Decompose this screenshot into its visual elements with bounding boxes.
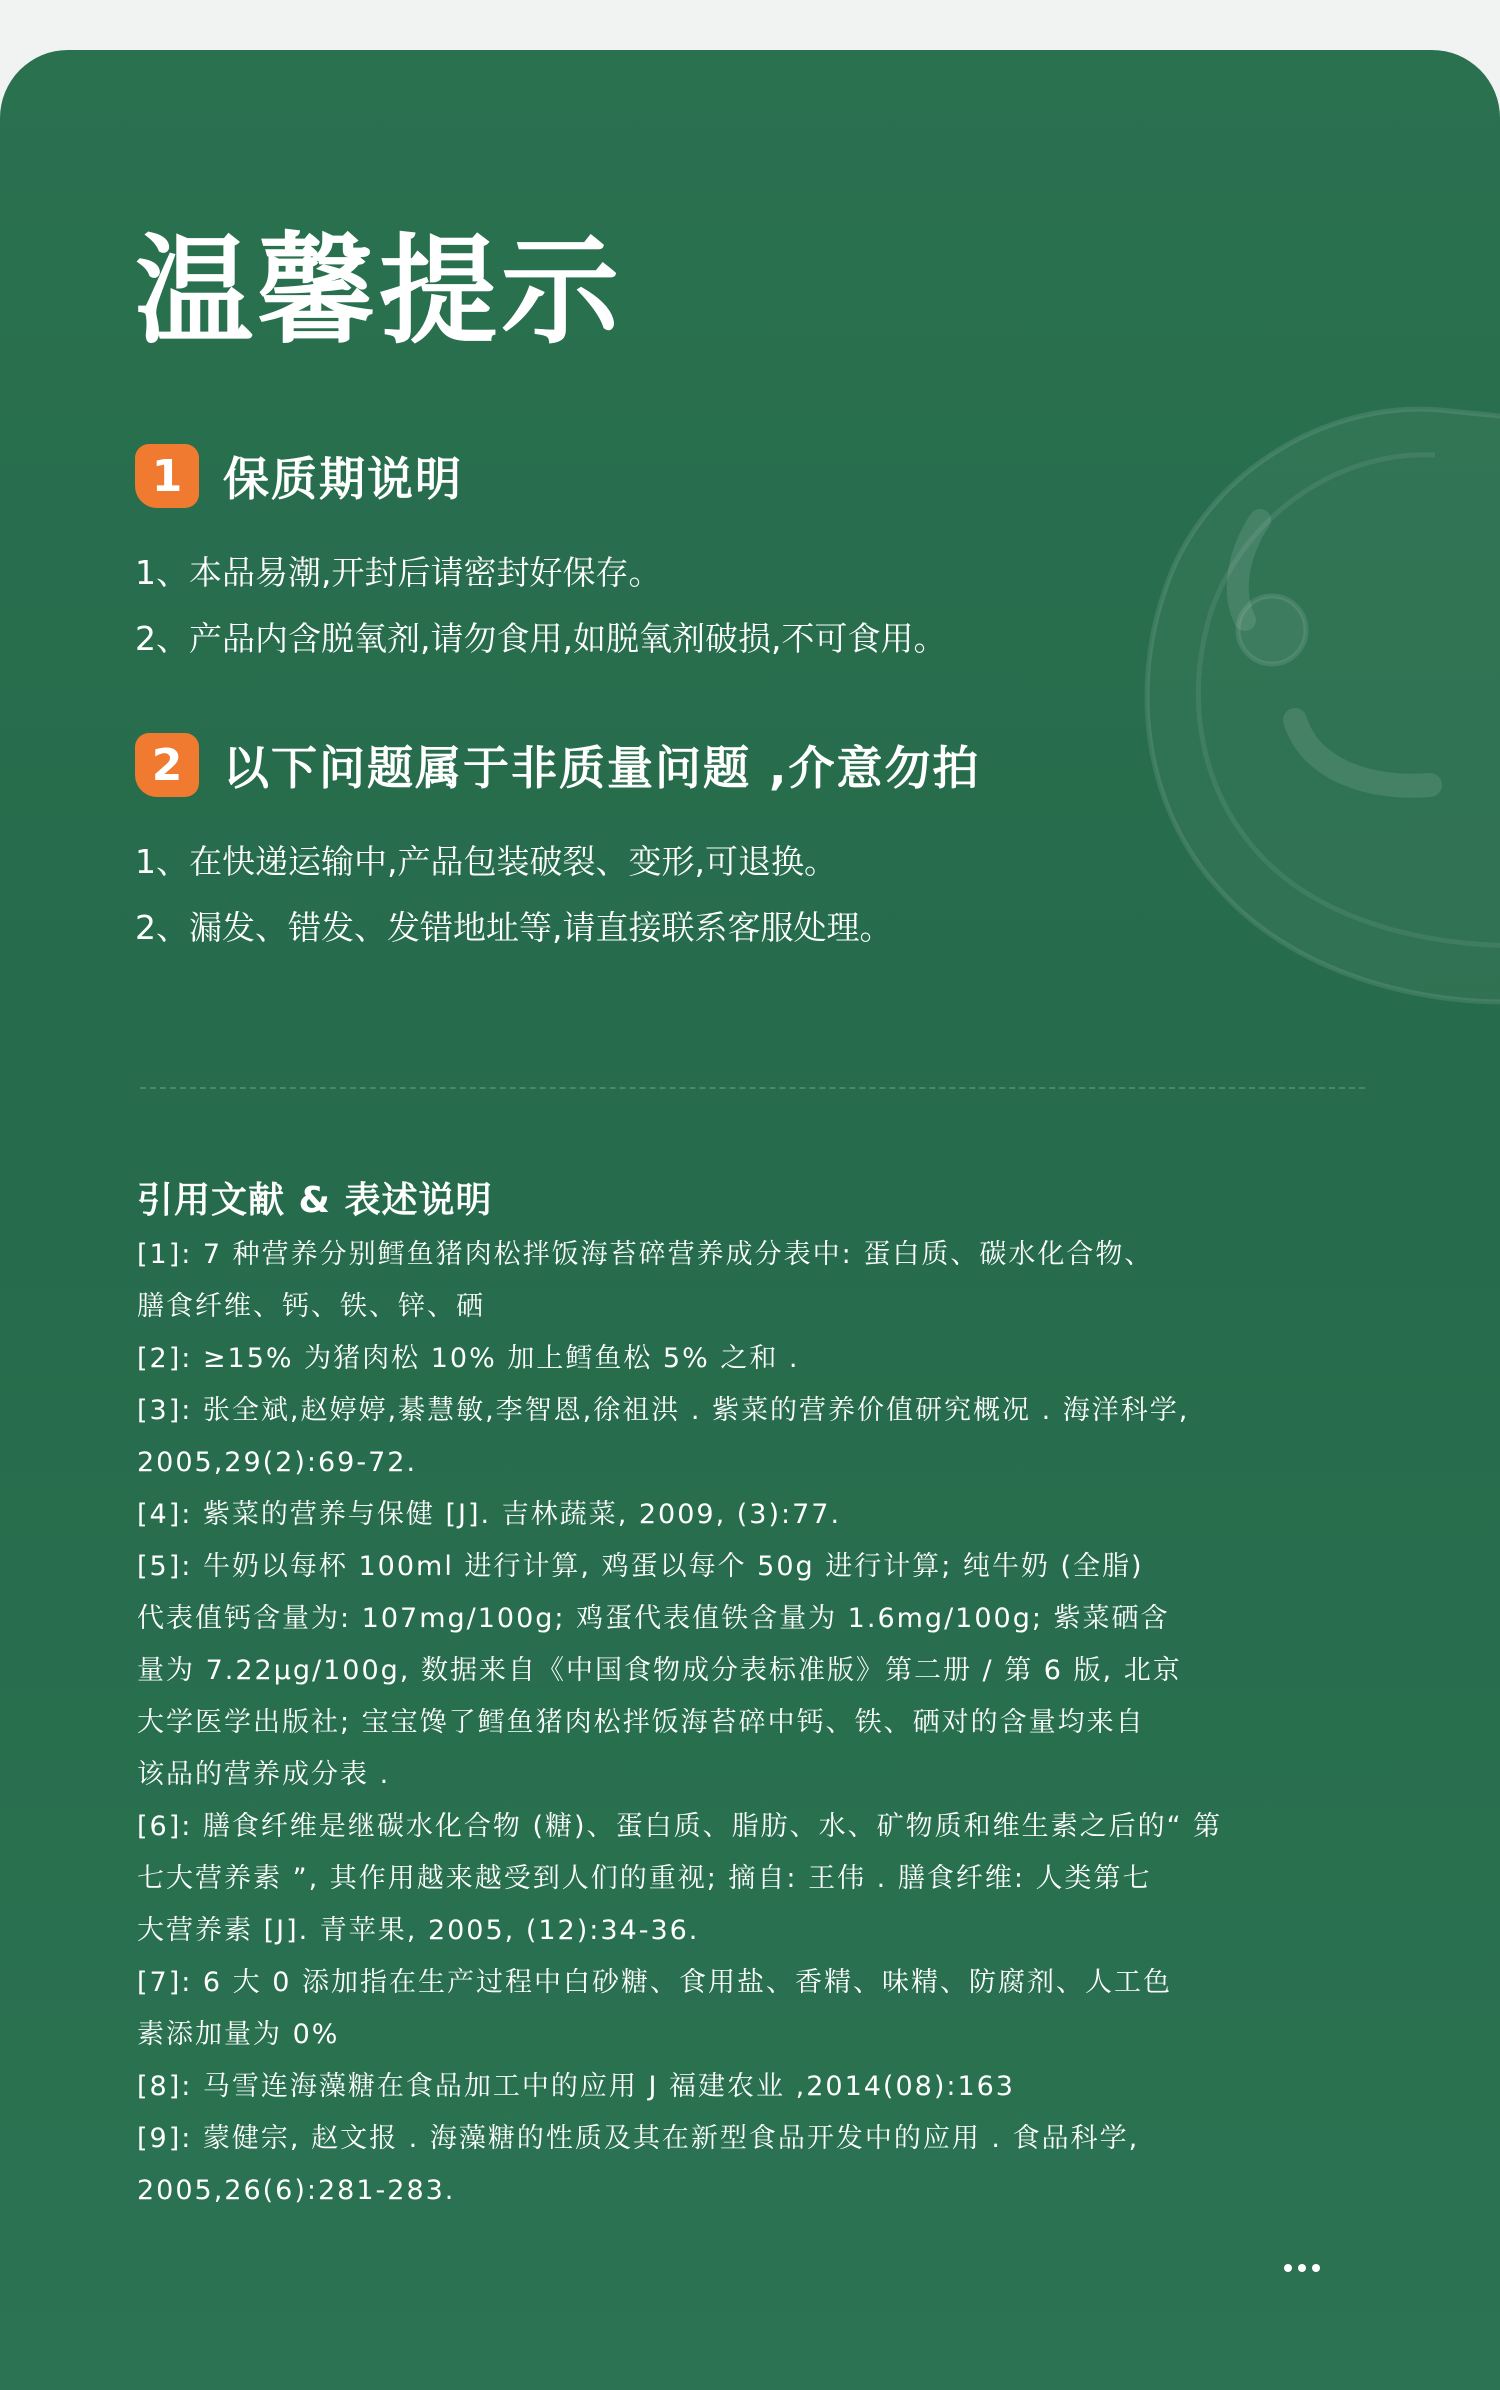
reference-line: [8]: 马雪连海藻糖在食品加工中的应用 J 福建农业 ,2014(08):163 <box>137 2071 1015 2102</box>
reference-entry <box>137 1229 1367 1333</box>
section-header <box>135 731 1365 799</box>
reference-line: 2005,29(2):69-72. <box>137 1447 418 1478</box>
reference-line: [3]: 张全斌,赵婷婷,綦慧敏,李智恩,徐祖洪 . 紫菜的营养价值研究概况 . 海洋科学, <box>137 1395 1190 1426</box>
more-dots-icon[interactable] <box>1284 2264 1320 2272</box>
section-items <box>135 540 1365 672</box>
section-title: 以下问题属于非质量问题 ,介意勿拍 <box>223 741 981 795</box>
reference-line: 膳食纤维、钙、铁、锌、硒 <box>137 1291 485 1322</box>
reference-entry <box>137 1801 1367 1957</box>
reference-line: [2]: ≥15% 为猪肉松 10% 加上鳕鱼松 5% 之和 . <box>137 1343 800 1374</box>
section-non-quality-issues <box>135 731 1365 961</box>
references-title: 引用文献 & 表述说明 <box>137 1180 493 1221</box>
reference-entry <box>137 2061 1367 2113</box>
section-title: 保质期说明 <box>223 452 463 506</box>
reference-line: [5]: 牛奶以每杯 100ml 进行计算, 鸡蛋以每个 50g 进行计算; 纯牛奶 (全脂) <box>137 1551 1144 1582</box>
page-title: 温馨提示 <box>135 222 624 360</box>
reference-line: [7]: 6 大 0 添加指在生产过程中白砂糖、食用盐、香精、味精、防腐剂、人工色 <box>137 1967 1173 1998</box>
reference-line: 大营养素 [J]. 青苹果, 2005, (12):34-36. <box>137 1915 700 1946</box>
reference-line: [9]: 蒙健宗, 赵文报 . 海藻糖的性质及其在新型食品开发中的应用 . 食品科学, <box>137 2123 1140 2154</box>
reference-line: 大学医学出版社; 宝宝馋了鳕鱼猪肉松拌饭海苔碎中钙、铁、硒对的含量均来自 <box>137 1707 1145 1738</box>
reference-line: 素添加量为 0% <box>137 2019 340 2050</box>
reference-list <box>137 1229 1367 2217</box>
section-header <box>135 442 1365 510</box>
dot <box>1284 2264 1292 2272</box>
tips-card <box>0 50 1500 2390</box>
reference-line: 该品的营养成分表 . <box>137 1759 391 1790</box>
reference-line: [6]: 膳食纤维是继碳水化合物 (糖)、蛋白质、脂肪、水、矿物质和维生素之后的“ 第 <box>137 1811 1223 1842</box>
reference-line: [1]: 7 种营养分别鳕鱼猪肉松拌饭海苔碎营养成分表中: 蛋白质、碳水化合物、 <box>137 1239 1154 1270</box>
reference-entry <box>137 1333 1367 1385</box>
reference-line: 2005,26(6):281-283. <box>137 2175 456 2206</box>
reference-line: 代表值钙含量为: 107mg/100g; 鸡蛋代表值铁含量为 1.6mg/100g; 紫菜硒含 <box>137 1603 1170 1634</box>
list-item: 1、在快递运输中,产品包装破裂、变形,可退换。 <box>135 842 837 881</box>
reference-entry <box>137 1541 1367 1801</box>
section-number-badge: 2 <box>135 733 199 797</box>
dashed-divider <box>140 1087 1365 1089</box>
section-shelf-life <box>135 442 1365 672</box>
list-item: 1、本品易潮,开封后请密封好保存。 <box>135 553 662 592</box>
section-items <box>135 829 1365 961</box>
section-number-badge: 1 <box>135 444 199 508</box>
dot <box>1312 2264 1320 2272</box>
reference-line: 七大营养素 ”, 其作用越来越受到人们的重视; 摘自: 王伟 . 膳食纤维: 人类第七 <box>137 1863 1152 1894</box>
reference-entry <box>137 1957 1367 2061</box>
references-section <box>137 1173 1367 2217</box>
reference-line: [4]: 紫菜的营养与保健 [J]. 吉林蔬菜, 2009, (3):77. <box>137 1499 842 1530</box>
list-item: 2、漏发、错发、发错地址等,请直接联系客服处理。 <box>135 908 893 947</box>
reference-entry <box>137 1489 1367 1541</box>
dot <box>1298 2264 1306 2272</box>
list-item: 2、产品内含脱氧剂,请勿食用,如脱氧剂破损,不可食用。 <box>135 619 947 658</box>
reference-entry <box>137 2113 1367 2217</box>
reference-line: 量为 7.22μg/100g, 数据来自《中国食物成分表标准版》第二册 / 第 6 版, 北京 <box>137 1655 1182 1686</box>
reference-entry <box>137 1385 1367 1489</box>
